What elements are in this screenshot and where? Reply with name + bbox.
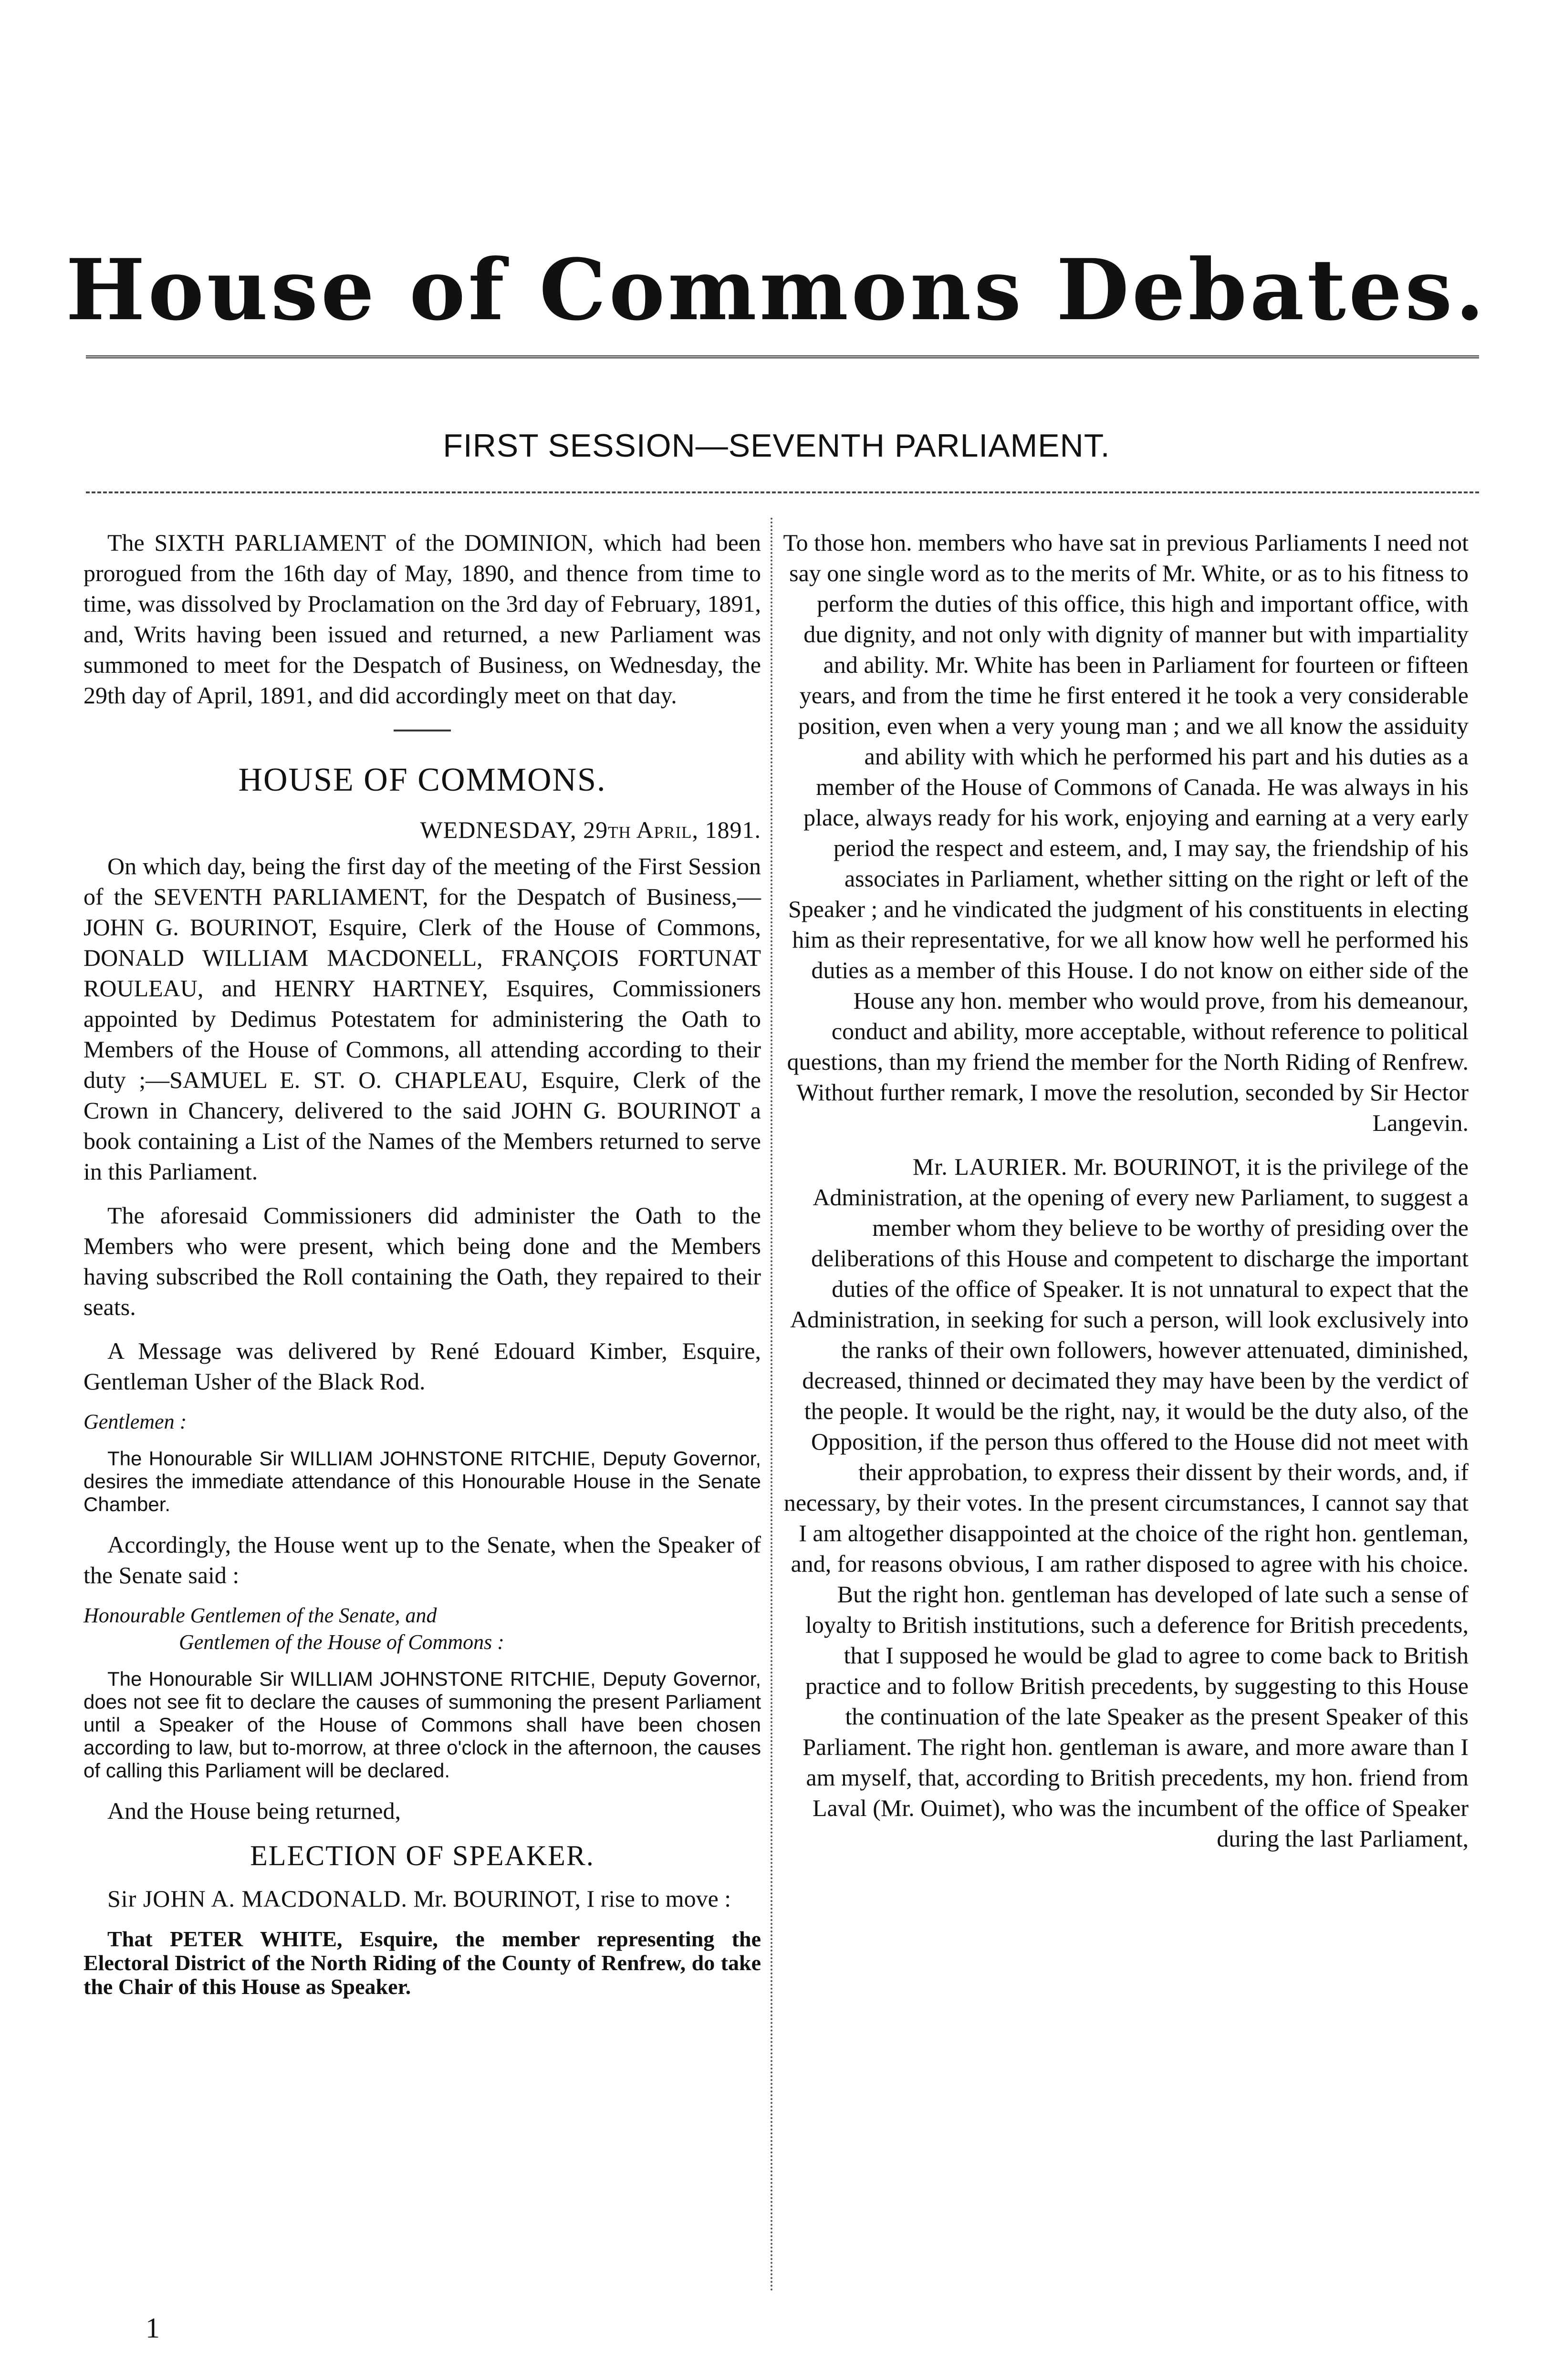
oath-paragraph: The aforesaid Commissioners did administer the Oath to the Members who were present, which being done and the Members having subscribed the Roll containing the Oath, they repaired to their seats. <box>83 1202 761 1320</box>
short-rule <box>394 730 451 731</box>
gentlemen-salutation: Gentlemen : <box>83 1410 187 1433</box>
senate-paragraph: Accordingly, the House went up to the Senate, when the Speaker of the Senate said : <box>83 1531 761 1588</box>
motion-text: That PETER WHITE, Esquire, the member representing the Electoral District of the North Riding of the County of Renfrew, do take the Chair of this House as Speaker. <box>83 1927 761 1999</box>
masthead: House of Commons Debates. <box>65 240 1488 339</box>
session-rule <box>86 491 1479 493</box>
speech-text: Mr. BOURINOT, it is the privilege of the Administration, at the opening of every new Parliament, to suggest a member whom they believe to be worthy of presiding over the deliberations of this House and competent to discharge the important duties of the office of Speaker. It is not unnatural to expect that the Administration, in seeking for such a person, will look exclusively into the ranks of their own followers, however attenuated, diminished, decreased, thinned or decimated they may have been by the verdict of the people. It would be the right, nay, it would be the duty also, of the Opposition, if the person thus offered to the House did not meet with their approbation, to express their dissent by their words, and, if necessary, by their votes. In the present circumstances, I cannot say that I am altogether disappointed at the choice of the right hon. gentleman, and, for reasons obvious, I am rather disposed to agree with his choice. But the right hon. gentleman has developed of late such a sense of loyalty to British institutions, such a deference for British precedents, that I supposed he would be glad to agree to come back to British practice and to follow British precedents, by suggesting to this House the continuation of the late Speaker as the present Speaker of this Parliament. The right hon. gentleman is aware, and more aware than I am myself, that, according to British precedents, my hon. friend from Laval (Mr. Ouimet), who was the incumbent of the office of Speaker during the last Parliament, <box>783 1153 1469 1852</box>
address-line-1: Honourable Gentlemen of the Senate, and <box>83 1604 437 1627</box>
right-column <box>782 527 1469 1867</box>
house-heading: HOUSE OF COMMONS. <box>238 762 606 798</box>
election-heading: ELECTION OF SPEAKER. <box>250 1840 594 1871</box>
speaker-of-senate-message: The Honourable Sir WILLIAM JOHNSTONE RITCHIE, Deputy Governor, does not see fit to declare the causes of summoning the present Parliament until a Speaker of the House of Commons shall have been chosen according to law, but to-morrow, at three o'clock in the afternoon, the causes of calling this Parliament will be declared. <box>83 1668 761 1782</box>
session-title: FIRST SESSION—SEVENTH PARLIAMENT. <box>443 428 1110 464</box>
speech-text: Mr. BOURINOT, I rise to move : <box>413 1885 731 1912</box>
masthead-rule <box>86 355 1479 358</box>
sitting-date: WEDNESDAY, 29th April, 1891. <box>420 816 761 843</box>
opening-paragraph: On which day, being the first day of the meeting of the First Session of the SEVENTH PARLIAMENT, for the Despatch of Business,—JOHN G. BOURINOT, Esquire, Clerk of the House of Commons, DONALD WILLIAM MACDONELL, FRANÇOIS FORTUNAT ROULEAU, and HENRY HARTNEY, Esquires, Commissioners appointed by Dedimus Potestatem for administering the Oath to Members of the House of Commons, all attending according to their duty ;—SAMUEL E. ST. O. CHAPLEAU, Esquire, Clerk of the Crown in Chancery, delivered to the said JOHN G. BOURINOT a book containing a List of the Names of the Members returned to serve in this Parliament. <box>83 853 761 1185</box>
address-line-2: Gentlemen of the House of Commons : <box>179 1630 504 1654</box>
page-number: 1 <box>146 2312 160 2344</box>
house-returned: And the House being returned, <box>107 1797 401 1824</box>
macdonald-paragraph <box>83 1883 761 1914</box>
laurier-paragraph <box>782 1151 1469 1854</box>
left-column <box>83 527 761 2012</box>
column-divider <box>771 518 772 2293</box>
message-paragraph: A Message was delivered by René Edouard Kimber, Esquire, Gentleman Usher of the Black Rod. <box>83 1337 761 1395</box>
speaker-name: Mr. LAURIER. <box>912 1153 1068 1180</box>
macdonald-continued: To those hon. members who have sat in previous Parliaments I need not say one single word as to the merits of Mr. White, or as to his fitness to perform the duties of this office, this high and important office, with due dignity, and not only with dignity of manner but with impartiality and ability. Mr. White has been in Parliament for fourteen or fifteen years, and from the time he first entered it he took a very considerable position, even when a very young man ; and we all know the assiduity and ability with which he performed his part and his duties as a member of the House of Commons of Canada. He was always in his place, always ready for his work, enjoying and earning at a very early period the respect and esteem, and, I may say, the friendship of his associates in Parliament, whether sitting on the right or left of the Speaker ; and he vindicated the judgment of his constituents in electing him as their representative, for we all know how well he performed his duties as a member of this House. I do not know on either side of the House any hon. member who would prove, from his demeanour, conduct and ability, more acceptable, without reference to political questions, than my friend the member for the North Riding of Renfrew. Without further remark, I move the resolution, seconded by Sir Hector Langevin. <box>783 529 1469 1136</box>
deputy-governor-message: The Honourable Sir WILLIAM JOHNSTONE RITCHIE, Deputy Governor, desires the immediate attendance of this Honourable House in the Senate Chamber. <box>83 1447 761 1515</box>
speaker-name: Sir JOHN A. MACDONALD. <box>107 1885 407 1912</box>
intro-paragraph: The SIXTH PARLIAMENT of the DOMINION, which had been prorogued from the 16th day of May, 1890, and thence from time to time, was dissolved by Proclamation on the 3rd day of February, 1891, and, Writs having been issued and returned, a new Parliament was summoned to meet for the Despatch of Business, on Wednesday, the 29th day of April, 1891, and did accordingly meet on that day. <box>83 529 761 709</box>
